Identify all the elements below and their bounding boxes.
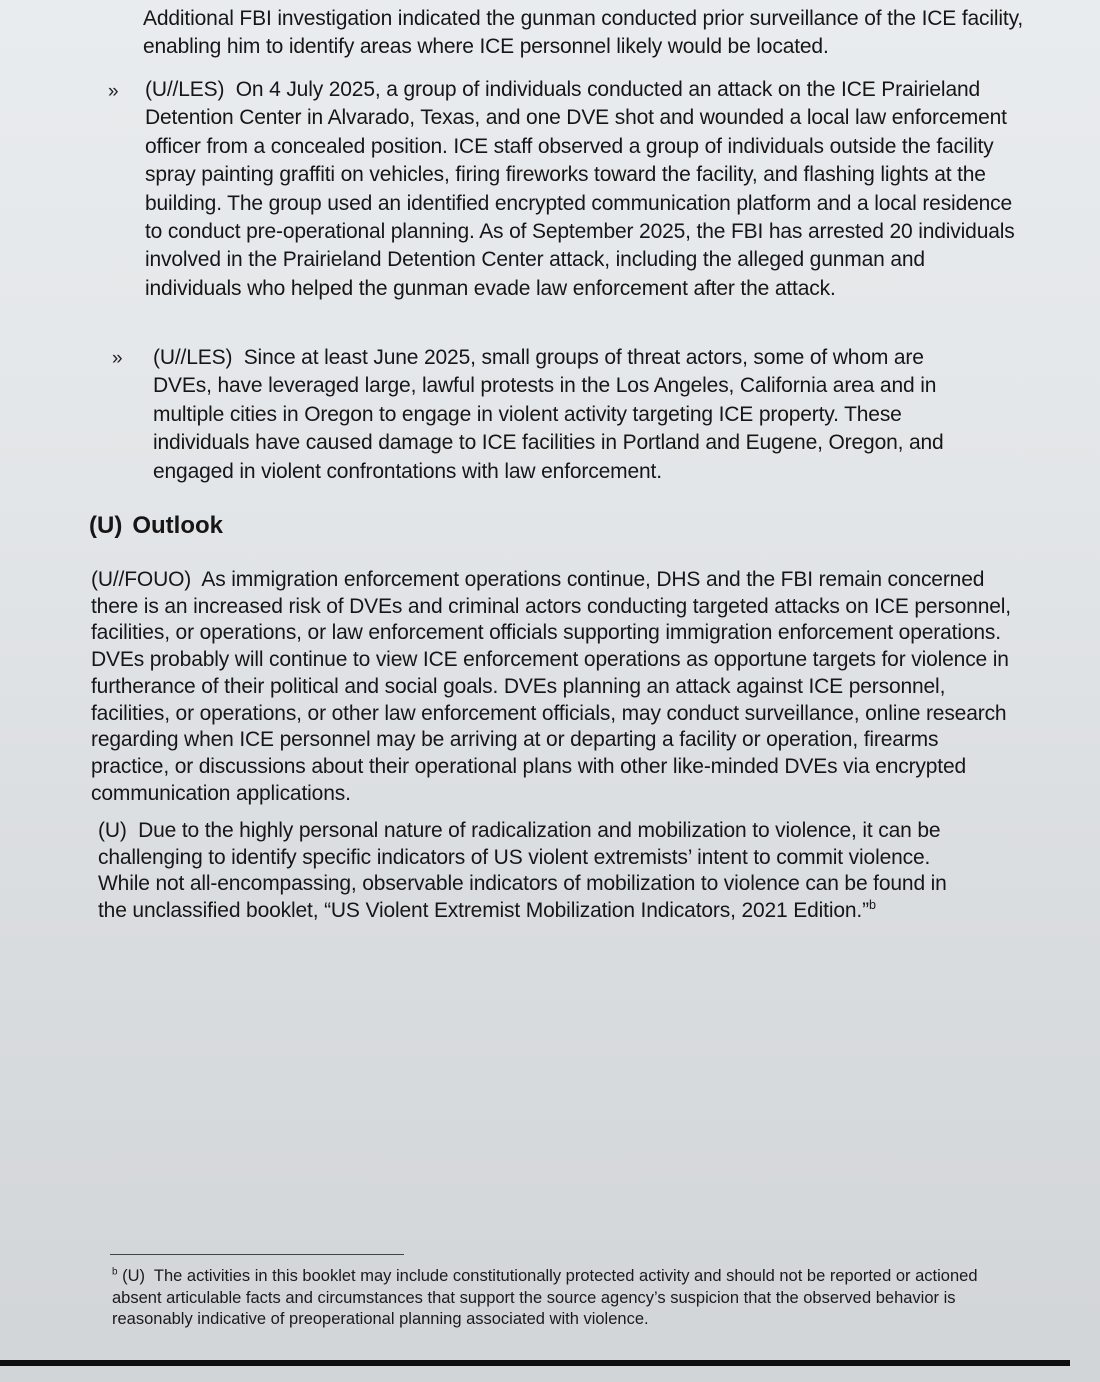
bullet-2-text: Since at least June 2025, small groups of threat actors, some of whom are DVEs, have leveraged large, lawful protests in the Los Angeles, California area and in multiple cities in Oregon to engage in violent activity targeting ICE property. These individuals have caused damage to ICE facilities in Portland and Eugene, Oregon, and engaged in violent confrontations with law enforcement. xyxy=(153,346,944,483)
bullet-marker-2: » xyxy=(112,348,123,369)
page-bottom-rule xyxy=(0,1360,1070,1366)
bullet-marker-1: » xyxy=(108,81,119,102)
outlook-paragraph-2-text: Due to the highly personal nature of radicalization and mobilization to violence, it can be challenging to identify specific indicators of US violent extremists’ intent to commit violence. While not all-encompassing, observable indicators of mobilization to violence can be found in the unclassified booklet, “US Violent Extremist Mobilization Indicators, 2021 Edition.” xyxy=(98,819,947,922)
outlook-heading-marking: (U) xyxy=(89,512,123,539)
bullet-item-1 xyxy=(145,76,1025,303)
outlook-paragraph-2-marking: (U) xyxy=(98,819,127,842)
footnote-reference[interactable]: b xyxy=(868,897,876,912)
footnote-separator xyxy=(110,1254,404,1255)
outlook-heading xyxy=(89,510,223,542)
bullet-2-marking: (U//LES) xyxy=(153,346,233,369)
outlook-paragraph-2 xyxy=(98,818,978,924)
intro-continuation-text: Additional FBI investigation indicated the gunman conducted prior surveillance of the ICE facility, enabling him to identify areas where ICE personnel likely would be located. xyxy=(143,7,1024,59)
footnote xyxy=(112,1266,992,1331)
bullet-1-text: On 4 July 2025, a group of individuals conducted an attack on the ICE Prairieland Detention Center in Alvarado, Texas, and one DVE shot and wounded a local law enforcement officer from a concealed position. ICE staff observed a group of individuals outside the facility spray painting graffiti on vehicles, firing fireworks toward the facility, and flashing lights at the building. The group used an identified encrypted communication platform and a local residence to conduct pre-operational planning. As of September 2025, the FBI has arrested 20 individuals involved in the Prairieland Detention Center attack, including the alleged gunman and individuals who helped the gunman evade law enforcement after the attack. xyxy=(145,78,1015,300)
bullet-item-2 xyxy=(153,344,978,486)
outlook-heading-title: Outlook xyxy=(132,512,223,539)
footnote-marking: (U) xyxy=(122,1267,145,1285)
outlook-paragraph-1-text: As immigration enforcement operations continue, DHS and the FBI remain concerned there is an increased risk of DVEs and criminal actors conducting targeted attacks on ICE personnel, facilities, or operations, or law enforcement officials supporting immigration enforcement operations. DVEs probably will continue to view ICE enforcement operations as opportune targets for violence in furtherance of their political and social goals. DVEs planning an attack against ICE personnel, facilities, or operations, or other law enforcement officials, may conduct surveillance, online research regarding when ICE personnel may be arriving at or departing a facility or operation, firearms practice, or discussions about their operational plans with other like-minded DVEs via encrypted communication applications. xyxy=(91,568,1011,805)
bullet-1-marking: (U//LES) xyxy=(145,78,225,101)
outlook-paragraph-1 xyxy=(91,567,1016,807)
footnote-ref-marker: b xyxy=(112,1266,118,1278)
footnote-text: The activities in this booklet may include constitutionally protected activity and should not be reported or actioned absent articulable facts and circumstances that support the source agency’s suspicion that the observed behavior is reasonably indicative of preoperational planning associated with violence. xyxy=(112,1267,978,1328)
intro-continuation-paragraph xyxy=(143,5,1043,62)
outlook-paragraph-1-marking: (U//FOUO) xyxy=(91,568,192,591)
